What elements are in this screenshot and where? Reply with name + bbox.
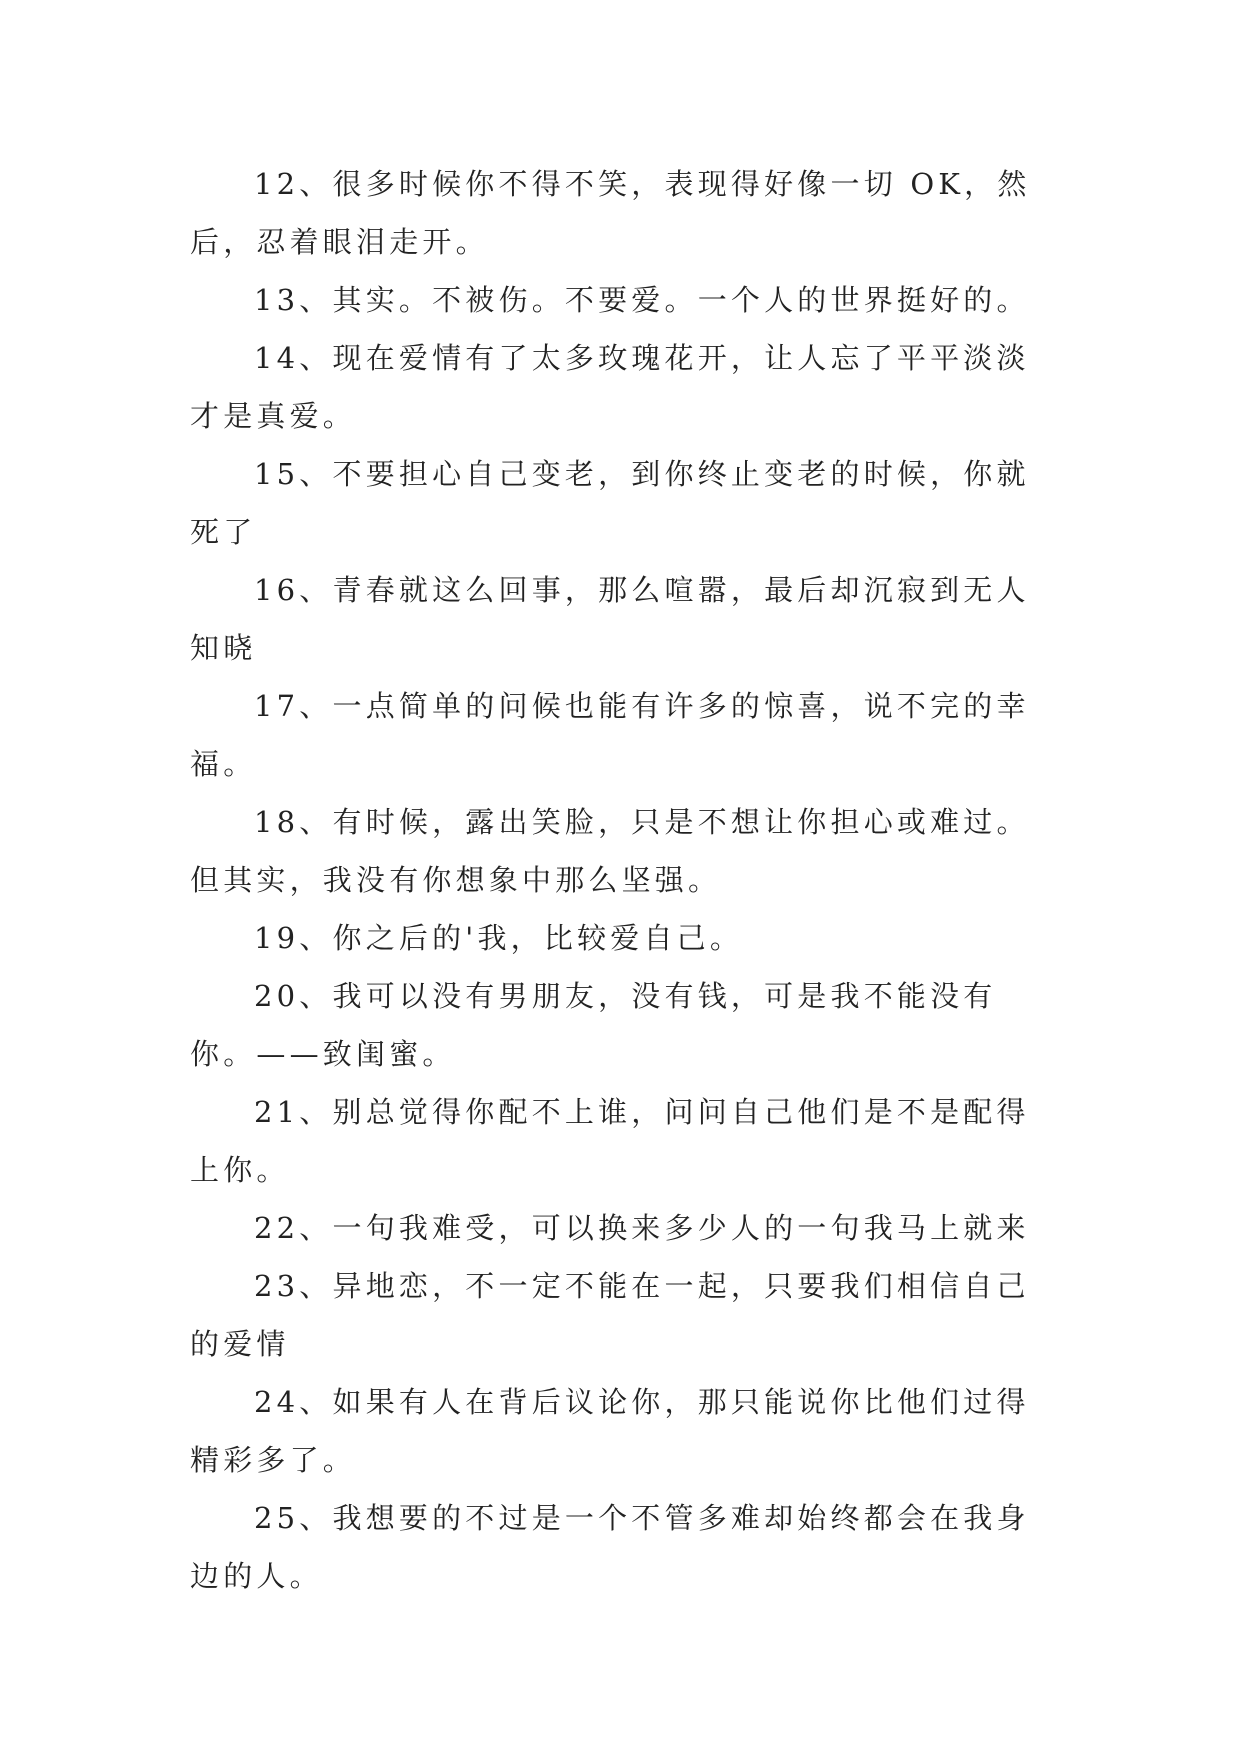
paragraph-22: 22、一句我难受，可以换来多少人的一句我马上就来: [254, 1211, 1030, 1245]
paragraph-19: 19、你之后的'我，比较爱自己。: [254, 921, 744, 955]
document-body: [190, 155, 1050, 1605]
paragraph-13: 13、其实。不被伤。不要爱。一个人的世界挺好的。: [254, 283, 1030, 317]
paragraph-24: 24、如果有人在背后议论你，那只能说你比他们过得精彩多了。: [190, 1385, 1030, 1477]
paragraph-18: 18、有时候，露出笑脸，只是不想让你担心或难过。但其实，我没有你想象中那么坚强。: [190, 805, 1030, 897]
paragraph-12: 12、很多时候你不得不笑，表现得好像一切 OK，然后，忍着眼泪走开。: [190, 167, 1031, 259]
paragraph-15: 15、不要担心自己变老，到你终止变老的时候，你就死了: [190, 457, 1030, 549]
paragraph-14: 14、现在爱情有了太多玫瑰花开，让人忘了平平淡淡才是真爱。: [190, 341, 1030, 433]
paragraph-21: 21、别总觉得你配不上谁，问问自己他们是不是配得上你。: [190, 1095, 1030, 1187]
paragraph-20: 20、我可以没有男朋友，没有钱，可是我不能没有你。——致闺蜜。: [190, 979, 997, 1071]
paragraph-16: 16、青春就这么回事，那么喧嚣，最后却沉寂到无人知晓: [190, 573, 1030, 665]
paragraph-25: 25、我想要的不过是一个不管多难却始终都会在我身边的人。: [190, 1501, 1030, 1593]
paragraph-17: 17、一点简单的问候也能有许多的惊喜，说不完的幸福。: [190, 689, 1030, 781]
paragraph-23: 23、异地恋，不一定不能在一起，只要我们相信自己的爱情: [190, 1269, 1030, 1361]
